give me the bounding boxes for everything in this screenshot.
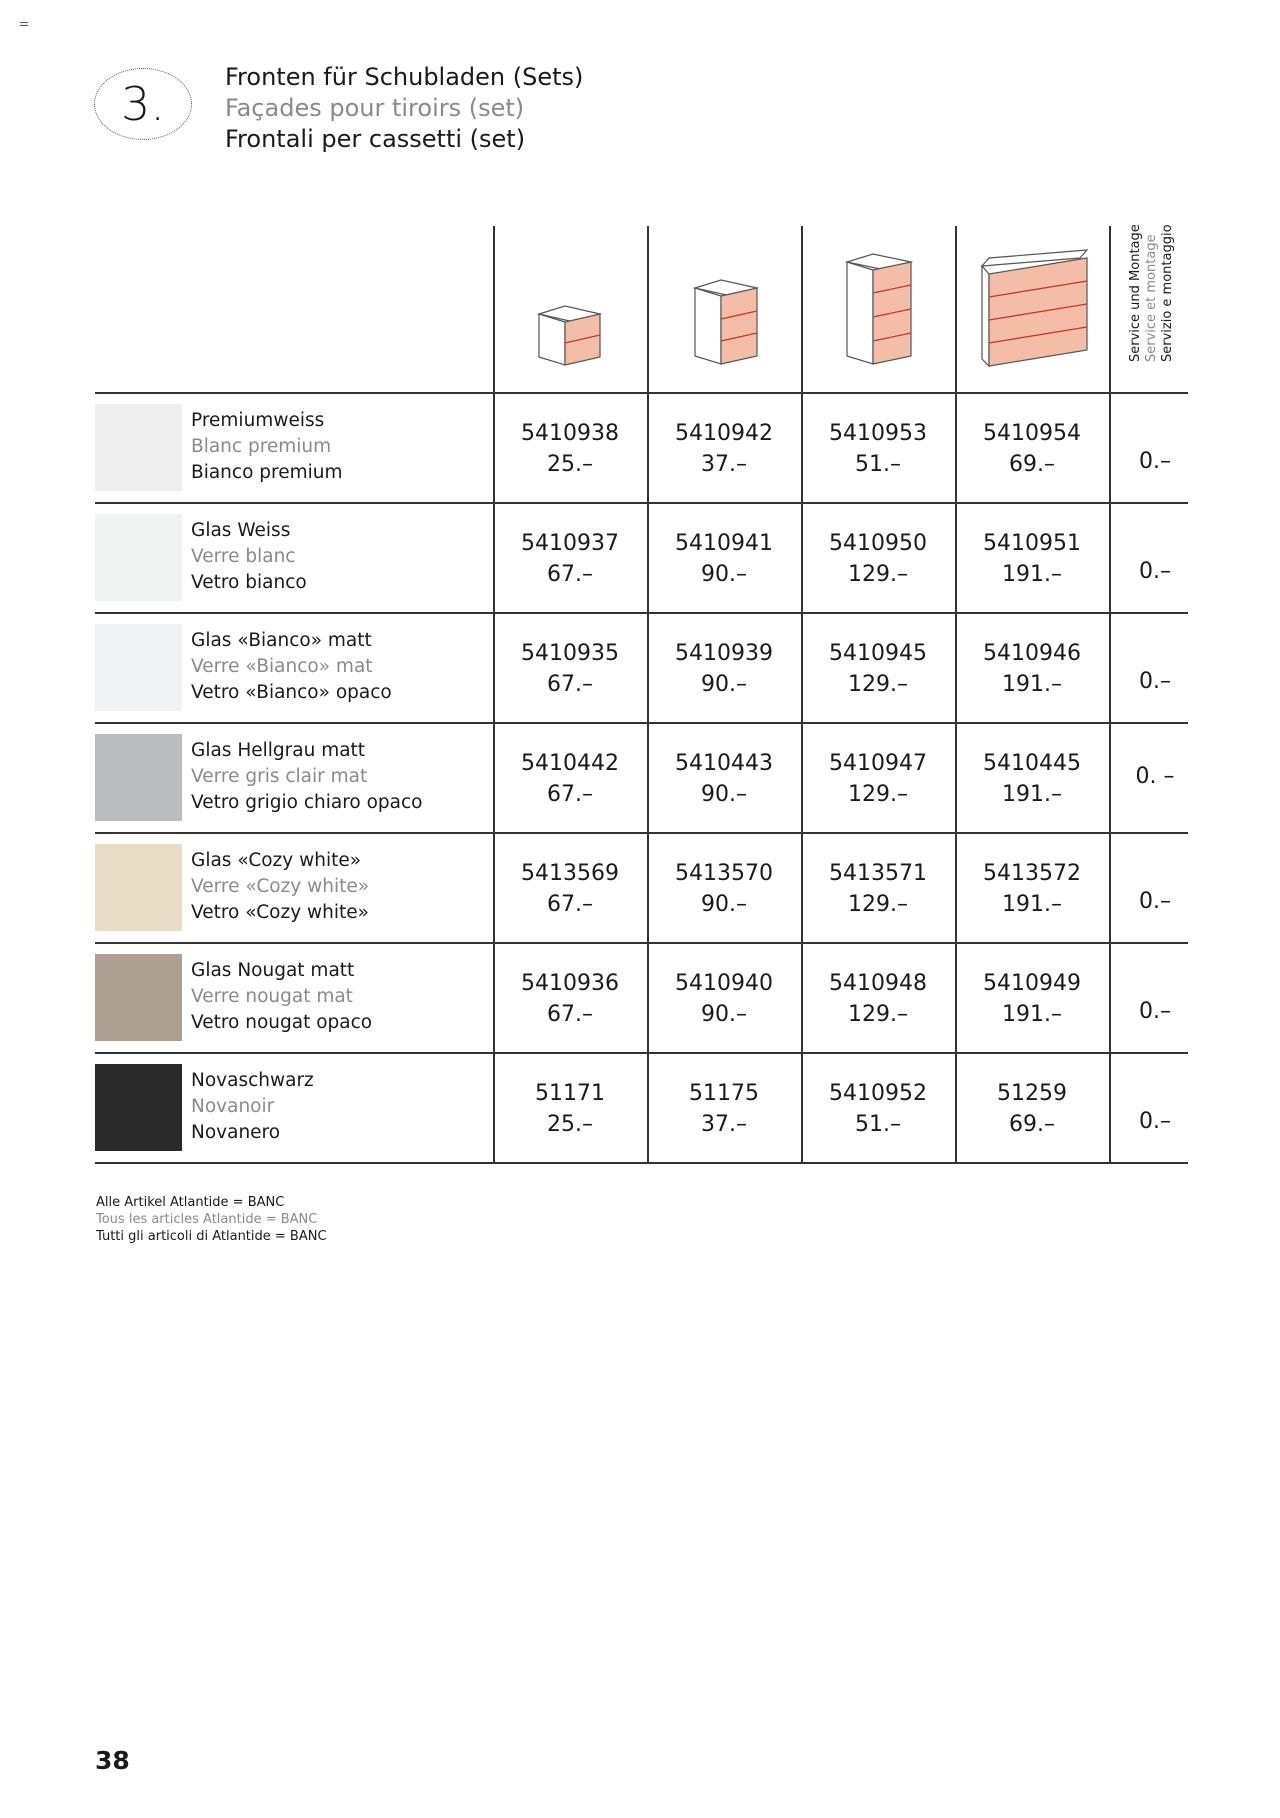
price-cell [493,748,647,810]
finish-names [191,1068,314,1146]
price: 191.– [1002,562,1062,587]
4-drawer-wide-set-icon [957,226,1111,392]
finish-name-it: Novanero [191,1122,281,1143]
col-divider [1109,724,1111,832]
finish-names [191,958,372,1036]
color-swatch [95,734,182,821]
col-head-4-drawers [801,226,957,392]
price: 37.– [701,452,747,477]
finish-name-fr: Novanoir [191,1096,275,1117]
price: 129.– [848,1002,908,1027]
price-cell [955,418,1109,480]
price: 51.– [855,1112,901,1137]
service-price: 0.– [1139,1109,1171,1134]
price: 191.– [1002,782,1062,807]
article-number: 5410952 [829,1081,927,1106]
finish-name-it: Vetro grigio chiaro opaco [191,792,423,813]
finish-names [191,518,307,596]
article-number: 5410951 [983,531,1081,556]
article-number: 5410949 [983,971,1081,996]
price: 67.– [547,562,593,587]
article-number: 51175 [689,1081,759,1106]
article-number: 5410937 [521,531,619,556]
article-number: 5413572 [983,861,1081,886]
price-cell [801,748,955,810]
finish-names [191,408,343,486]
finish-name-fr: Verre «Cozy white» [191,876,370,897]
finish-name-fr: Blanc premium [191,436,332,457]
finish-name-fr: Verre blanc [191,546,296,567]
article-number: 5410950 [829,531,927,556]
price-cell [801,968,955,1030]
2-drawer-set-icon [495,226,649,392]
price-cell [955,748,1109,810]
finish-name-de: Premiumweiss [191,410,325,431]
price-cell [801,1078,955,1140]
article-number: 5410954 [983,421,1081,446]
price-cell [647,858,801,920]
article-number: 5410945 [829,641,927,666]
title-de: Fronten für Schubladen (Sets) [225,63,584,91]
article-number: 5410948 [829,971,927,996]
footnote-it: Tutti gli articoli di Atlantide = BANC [96,1229,327,1244]
service-header-de: Service und Montage [1128,224,1143,362]
price: 37.– [701,1112,747,1137]
finish-name-fr: Verre «Bianco» mat [191,656,373,677]
price: 90.– [701,782,747,807]
service-price: 0.– [1139,999,1171,1024]
finish-name-fr: Verre nougat mat [191,986,353,1007]
price: 129.– [848,892,908,917]
table-row [95,614,1188,724]
page-number: 38 [95,1746,130,1775]
finish-name-de: Glas «Cozy white» [191,850,362,871]
finish-name-it: Vetro bianco [191,572,307,593]
price-table [95,226,1188,1164]
service-price: 0.– [1139,449,1171,474]
price-cell [647,528,801,590]
price-cell [801,858,955,920]
article-number: 5410939 [675,641,773,666]
finish-name-it: Vetro «Cozy white» [191,902,369,923]
table-row [95,944,1188,1054]
price: 129.– [848,782,908,807]
price: 69.– [1009,1112,1055,1137]
price: 191.– [1002,672,1062,697]
color-swatch [95,514,182,601]
price-cell [647,748,801,810]
price: 191.– [1002,1002,1062,1027]
col-divider [1109,944,1111,1052]
article-number: 5410442 [521,751,619,776]
price-cell [493,858,647,920]
price-cell [493,1078,647,1140]
price-cell [493,638,647,700]
finish-name-de: Glas Weiss [191,520,291,541]
color-swatch [95,844,182,931]
finish-name-it: Bianco premium [191,462,343,483]
price: 191.– [1002,892,1062,917]
col-divider [1109,394,1111,502]
price: 90.– [701,1002,747,1027]
article-number: 5413569 [521,861,619,886]
finish-name-fr: Verre gris clair mat [191,766,368,787]
price: 67.– [547,892,593,917]
table-header-row [95,226,1188,394]
title-fr: Façades pour tiroirs (set) [225,94,525,122]
table-row [95,834,1188,944]
finish-names [191,628,392,706]
price: 67.– [547,1002,593,1027]
price-cell [955,968,1109,1030]
color-swatch [95,404,182,491]
price-cell [493,968,647,1030]
table-row [95,1054,1188,1164]
article-number: 5410938 [521,421,619,446]
footnote-de: Alle Artikel Atlantide = BANC [96,1195,285,1210]
price-cell [801,418,955,480]
price: 90.– [701,562,747,587]
price-cell [493,528,647,590]
section-number: 3. [121,77,165,131]
table-row [95,394,1188,504]
col-head-2-drawers [493,226,649,392]
article-number: 5410936 [521,971,619,996]
col-divider [1109,1054,1111,1162]
section-titles [225,62,583,155]
service-price: 0. – [1135,764,1175,789]
price: 129.– [848,562,908,587]
article-number: 5410443 [675,751,773,776]
col-head-4-drawers-wide [955,226,1111,392]
price: 25.– [547,1112,593,1137]
price: 67.– [547,782,593,807]
price-cell [955,638,1109,700]
price: 25.– [547,452,593,477]
price: 90.– [701,892,747,917]
footnote-fr: Tous les articles Atlantide = BANC [96,1212,318,1227]
price: 67.– [547,672,593,697]
col-divider [1109,504,1111,612]
color-swatch [95,1064,182,1151]
col-divider [1109,614,1111,722]
corner-mark [20,22,28,28]
article-number: 5410946 [983,641,1081,666]
finish-name-de: Novaschwarz [191,1070,314,1091]
finish-name-de: Glas Hellgrau matt [191,740,366,761]
title-it: Frontali per cassetti (set) [225,125,526,153]
col-head-3-drawers [647,226,803,392]
3-drawer-set-icon [649,226,803,392]
finish-names [191,848,369,926]
article-number: 5410935 [521,641,619,666]
finish-name-it: Vetro nougat opaco [191,1012,373,1033]
price: 69.– [1009,452,1055,477]
price-cell [801,528,955,590]
service-header-it: Servizio e montaggio [1160,224,1175,362]
finish-name-de: Glas Nougat matt [191,960,355,981]
service-price: 0.– [1139,669,1171,694]
table-body [95,394,1188,1164]
article-number: 5410947 [829,751,927,776]
finish-name-it: Vetro «Bianco» opaco [191,682,392,703]
price-cell [647,1078,801,1140]
finish-name-de: Glas «Bianco» matt [191,630,372,651]
price-cell [647,418,801,480]
finish-names [191,738,423,816]
article-number: 5413571 [829,861,927,886]
price-cell [955,1078,1109,1140]
article-number: 51171 [535,1081,605,1106]
price-cell [801,638,955,700]
article-number: 5410953 [829,421,927,446]
article-number: 5410941 [675,531,773,556]
service-price: 0.– [1139,559,1171,584]
section-number-badge [94,68,192,140]
color-swatch [95,624,182,711]
price-cell [955,858,1109,920]
price: 129.– [848,672,908,697]
service-price: 0.– [1139,889,1171,914]
col-divider [1109,226,1111,392]
price-cell [647,968,801,1030]
price-cell [493,418,647,480]
color-swatch [95,954,182,1041]
article-number: 51259 [997,1081,1067,1106]
article-number: 5410942 [675,421,773,446]
service-header [1122,226,1188,366]
price-cell [647,638,801,700]
footnote [96,1194,327,1245]
article-number: 5410445 [983,751,1081,776]
price: 51.– [855,452,901,477]
service-header-fr: Service et montage [1144,234,1159,362]
article-number: 5410940 [675,971,773,996]
table-row [95,724,1188,834]
price: 90.– [701,672,747,697]
4-drawer-set-icon [803,226,957,392]
article-number: 5413570 [675,861,773,886]
table-row [95,504,1188,614]
price-cell [955,528,1109,590]
col-divider [1109,834,1111,942]
